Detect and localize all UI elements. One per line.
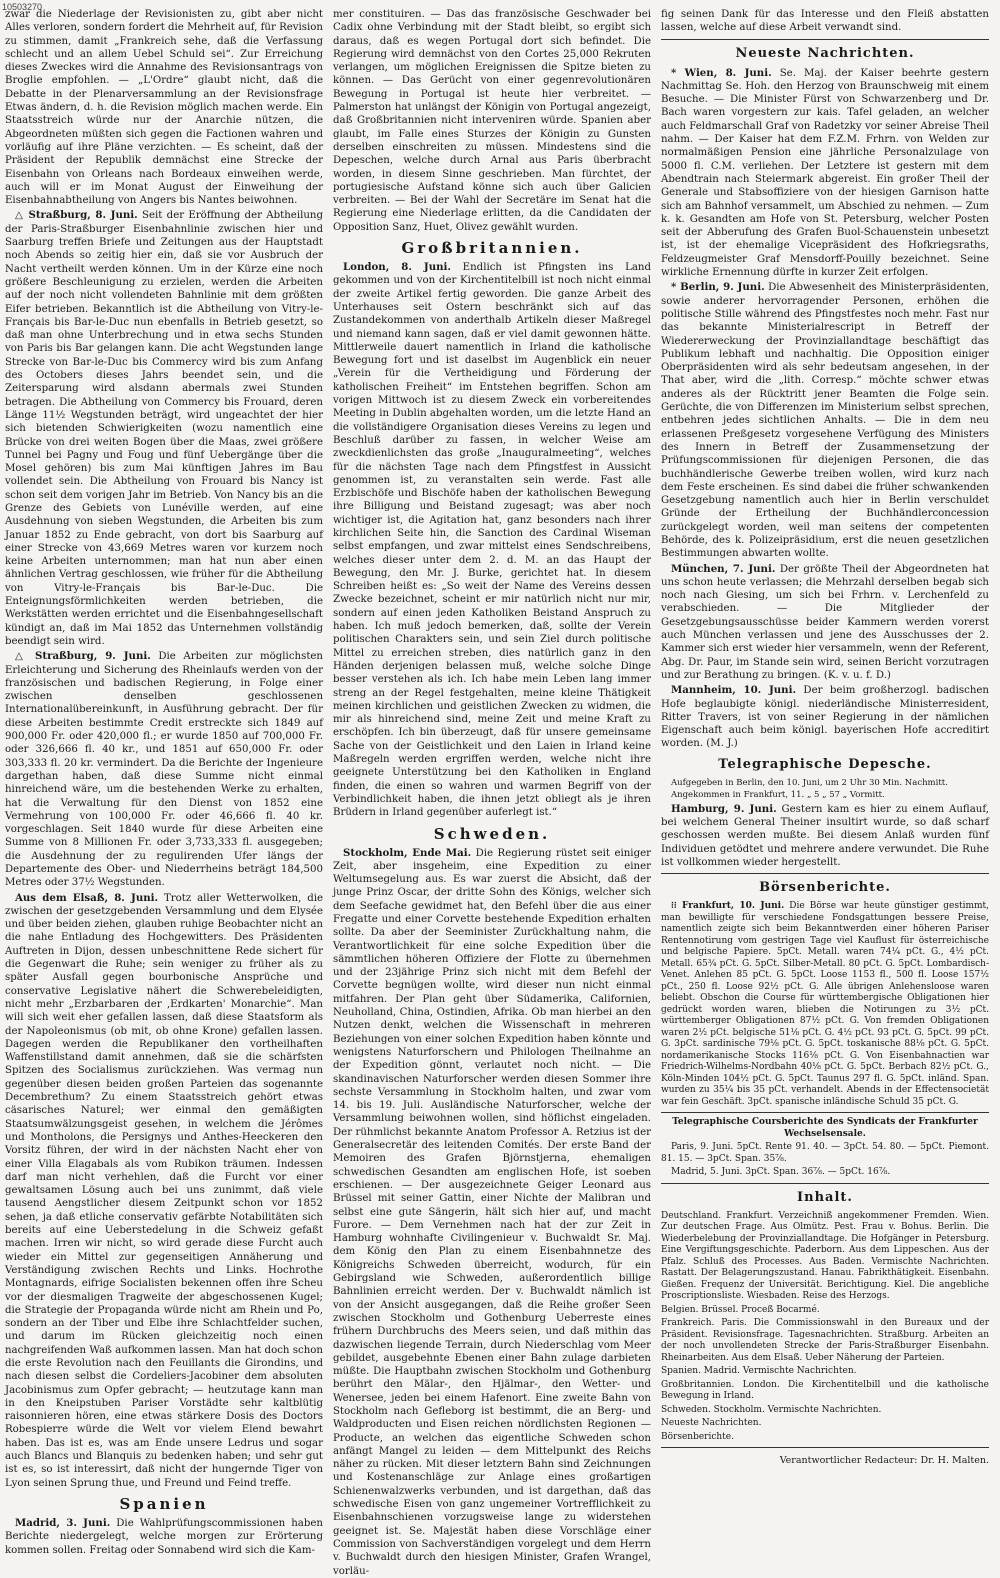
paragraph: [661, 803, 989, 869]
section-heading-spanien: Spanien: [119, 1494, 209, 1513]
section-heading-grossbritannien: Großbritannien.: [401, 239, 583, 258]
paragraph: [661, 684, 989, 750]
paragraph-text: Trotz aller Wetterwolken, die zwischen der gesetzgebenden Versammlung und dem Elysée und über beiden ziehen, glauben ruhige Beobachter nicht an die nahe Entladung des Hochgewitters. Des Präsidenten Auftreten in Dijon, dessen unbeschnittene Rede sichert für die Gegenwart die Ruhe; sein weniger zu früher als zu später Ausfall gegen bourbonische Ansprüche und conservative Legislative nähert die Schwerebeleidigten, nicht mehr „Erzbarbaren der ‚Erdkarten' Monarchie“. Man will sich weit eher gefallen lassen, daß diese Staatsform als der Napoleonismus (ob mit, ob ohne Krone) gefallen lassen. Dagegen werden die Republikaner den vortheilhaften Waffenstillstand damit annehmen, daß sie die schärfsten Spitzen des Socialismus zurückziehen. Was vermag nun gegenüber diesen beiden großen Parteien das sogenannte Decembrethum? Zu einem Staatsstreich gehört etwas cäsarisches Naturel; wer einmal den gemäßigten Staatsumwälzungsgeist gesehen, in welchem die Jérômes und Montholons, die Persignys und Anthes-Heeckeren den Vorsitz führen, der wird in der nächsten Nacht eher von einer Villa Elagabals als vom Rubikon träumen. Indessen darf man nicht verhehlen, daß die Furcht vor einer gewaltsamen Lösung auch bei uns zunimmt, daß viele tausend Aengstlicher diesem Zeitpunkt schon vor 1852 sehen, ja daß etliche conservativ gefärbte Notabilitäten sich bereits auf eine Ueberstedelung in die Schweiz gefaßt machen. Irren wir nicht, so wird gerade diese Furcht auch wieder ein Mittel zur gegenseitigen Annäherung und Verständigung zwischen Rechts und Links. Hochrothe Montagnards, eifrige Socialisten bekennen offen ihre Scheu vor der diesmaligen Tragweite der abgeschossenen Kugel; die Strategie der Propaganda würde nicht am Rhein und Po, sondern an der Tiber und Elbe ihre Schlachtfelder suchen, und darum im Rücken gleichzeitig noch einen nachgreifenden Waß aufkommen lassen. Man hat doch schon die erste Revolution nach den Feuillants die Girondins, und nach diesen selbst die Cordeliers-Jacobiner dem absoluten Jacobinismus zum Opfer gebracht; — heutzutage kann man in den Kneipstuben Pariser Vorstädte sehr kaltblütig raisonnieren hören, eine etwas stärkere Dosis des Doctors Robespierre würde die Welt vor vielem Elend bewahrt haben. Das ist es, was am Ende unsere Ledrus und sogar auch Blancs und Blanquis zu bedenken haben; und sehr gut ist es, so ist interessirt, daß nicht der hungernde Tiger von Lyon seinen Sprung thue, und Freund und Feind treffe.: [5, 892, 324, 1489]
section-heading-nachrichten: Neueste Nachrichten.: [735, 45, 915, 61]
telegram-sent-line: Aufgegeben in Berlin, den 10. Juni, um 2 Uhr 30 Min. Nachmitt.: [671, 777, 948, 788]
paragraph: [333, 847, 651, 1578]
section-heading-inhalt: Inhalt.: [797, 1189, 853, 1205]
paragraph: [661, 563, 989, 683]
paragraph-text: Die Abwesenheit des Ministerpräsidenten, sowie anderer hervorragender Personen, erhöhen die politische Stille während des Pfingstfestes noch mehr. Fast nur das bekannte Ministerialrescript in Betreff der Wiedererweckung der Provinziallandtage beschäftigt das Publikum lebhaft und nachhaltig. Die Opposition einiger Oberpräsidenten wird als sehr bedeutsam angesehen, in der That aber, wird die „lith. Corresp.“ möchte schwer etwas anderes als der Rücktritt jener Beamten die Folge sein. Gerüchte, die von Differenzen im Ministerium selbst sprechen, entbehren jedes sichtlichen Anhalts. — Die in dem neu erlassenen Preßgesetz vorgesehene Verfügung des Ministers des Innern in Betreff der Zusammensetzung der Prüfungscommissionen für diejenigen Personen, die das buchhändlerische Gewerbe treiben wollen, wird kurz nach dem Feste erscheinen. Es sind dabei die früher schwankenden Gesetzgebung namentlich auch hier in Berlin verschuldet Gründe der Ertheilung der Buchhändlerconcession zurückgelegt worden, weil man seitens der competenten Behörde, des k. Polizeipräsidium, erst die neuen gesetzlichen Bestimmungen abwarten wollte.: [661, 282, 989, 560]
paragraph: [5, 892, 323, 1490]
paragraph-text: Die Börse war heute günstiger gestimmt, man bewilligte für verschiedene Fondsgattungen bessere Preise, namentlich zeigte sich beim Bekanntwerden einer höheren Pariser Rentennotirung vom gestrigen Tage viel Kauflust für österreichische und belgische Papiere. 5pCt. Metall. waren 74¼ pCt. G., 4½ pCt. Metall. 65¾ pCt. G. 5pCt. Silber-Metall. 80 pCt. G. 5pCt. Lombardisch-Venet. Anlehen 85 pCt. G. 5pCt. Loose 1153 fl., 500 fl. Loose 157½ pCt., 250 fl. Loose 92½ pCt. G. Alle übrigen Anlehensloose waren beliebt. Obschon die Course für württembergische Obligationen hier gedrückt worden waren, blieben die Notirungen zu 3½ pCt. württemberger Obligationen 87½ pCt. G. Von fremden Obligationen waren 2½ pCt. belgische 51⅛ pCt. G. 4½ pCt. 93 pCt. G. 5pCt. 99 pCt. G. 3pCt. sardinische 79⅛ pCt. G. 5pCt. toskanische 88⅛ pCt. G. 5pCt. nordamerikanische Stocks 116⅛ pCt. G. Von Eisenbahnactien war Friedrich-Wilhelms-Nordbahn 40⅛ pCt. G. 5pCt. Berbach 82½ pCt. G., Köln-Minden 104½ pCt. G. 5pCt. Taunus 297 fl. G. 5pCt. inländ. Span. wurden zu 35¼ bis 35 pCt. verhandelt. Abends in der Effectensocietät war fein Geschäft. 3pCt. spanische inländische Schuld 35 pCt. G.: [661, 901, 989, 1107]
dateline: * Berlin, 9. Juni.: [671, 281, 765, 294]
column-2: [333, 8, 651, 1577]
dateline: △ Straßburg, 8. Juni.: [15, 209, 138, 222]
paragraph: [661, 901, 989, 1108]
dateline: Hamburg, 9. Juni.: [671, 802, 777, 815]
paragraph-text: Der beim großherzogl. badischen Hofe beglaubigte königl. niederländische Ministerresident, Ritter Travers, ist von seiner Regierung in der nämlichen Eigenschaft auch beim königl. bayerischen Hofe accreditirt worden. (M. J.): [661, 685, 989, 750]
paragraph-text: Endlich ist Pfingsten ins Land gekommen und von der Kirchentitelbill ist noch nicht einmal der zweite Artikel fertig geworden. Die ganze Arbeit des Unterhauses seit Ostern beschränkt sich auf das Zustandekommen von anderthalb Artikeln dieser Maßregel und niemand kann sagen, daß er viel damit gewonnen hätte. Mittlerweile dauert namentlich in Irland die katholische Bewegung fort und ist daselbst im Augenblick ein neuer „Verein für die Vertheidigung und Förderung der katholischen Freiheit“ im Entstehen begriffen. Schon am vorigen Mittwoch ist zu diesem Zweck ein vorbereitendes Meeting in Dublin abgehalten worden, um die letzte Hand an die vollständigere Organisation dieses Vereins zu legen und Beschluß darüber zu fassen, in welcher Weise am zweckdienlichsten das große „Inauguralmeeting“, welches für die nächsten Tage nach dem Pfingstfest in Aussicht genommen ist, zu veranstalten sein werde. Fast alle Erzbischöfe und Bischöfe haben der katholischen Bewegung ihre Billigung und Beistand zugesagt; was aber noch wichtiger ist, die Agitation hat, ganz besonders nach ihrer kirchlichen Seite hin, die Sanction des Cardinal Wiseman selbst empfangen, und zwar mittelst eines Sendschreibens, welches dieser unter dem 2. d. M. an das Haupt der Bewegung, den Mr. J. Burke, gerichtet hat. In diesem Schreiben heißt es: „So weit der Name des Vereins dessen Zwecke bezeichnet, scheint er mir natürlich nicht nur mir, sondern auf einen jeden Katholiken Beistand Anspruch zu haben. Ich muß jedoch bemerken, daß, sollte der Verein politischen Charakters sein, und sein Ziel durch politische Mittel zu erreichen streben, dies natürlich ganz in den Händen derjenigen belassen muß, welche solche Dinge besser verstehen als ich. Ich habe mein Leben lang immer streng an der Regel festgehalten, meine kleine Thätigkeit meinen kirchlichen und geistlichen Zwecken zu widmen, die mir als hinreichend sind, meine Zeit und meine Kraft zu erschöpfen. Ich bin überzeugt, daß für unsere gemeinsame Sache von der Geistlichkeit und den Laien in Irland keine Maßregeln werden ergriffen werden, welche nicht ihre geeignete Unterstützung bei den Katholiken in England finden, die einen so wahren und warmen Begriff von der Verbindlichkeit haben, die ihnen jetzt obliegt als je ihren Brüdern in Irland gegenüber auferlegt ist.“: [333, 262, 651, 819]
course-line: Paris, 9. Juni. 5pCt. Rente 91. 40. — 3pCt. 54. 80. — 5pCt. Piemont. 81. 15. — 3pCt. Span. 35⅞.: [661, 1142, 989, 1164]
column-3: [661, 8, 989, 1467]
toc-entry: Börsenberichte.: [661, 1431, 734, 1442]
dateline: London, 8. Juni.: [343, 261, 451, 274]
page-id-label: 10503270: [2, 2, 43, 12]
paragraph: [333, 261, 651, 819]
paragraph-text: Die Arbeiten zur möglichsten Erleichterung und Sicherung des Rheinlaufs werden von der französischen und badischen Regierung, in Folge einer zwischen denselben geschlossenen Internationalübereinkunft, in Ausführung gebracht. Der für diese Arbeiten bestimmte Credit erstreckte sich 1849 auf 900,000 Fr. oder 420,000 fl.; er wurde 1850 auf 700,000 Fr. oder 326,666 fl. 40 kr., und 1851 auf 650,000 Fr. oder 303,333 fl. 20 kr. vermindert. Da die Berichte der Ingenieure dargethan haben, daß diese Summe nicht einmal hinreichend wäre, um die bestehenden Werke zu erhalten, hat die Verwaltung für den Dienst von 1852 eine Vermehrung von 100,000 Fr. oder 46,666 fl. 40 kr. vorgeschlagen. Seit 1840 wurde für diese Arbeiten eine Summe von 8 Millionen Fr. oder 3,733,333 fl. ausgegeben; die Ausdehnung der zu regulirenden Ufer längs der Departemente des Ober- und Niederrheins beträgt 184,500 Metres oder 37½ Wegstunden.: [5, 651, 323, 889]
paragraph-text: Se. Maj. der Kaiser beehrte gestern Nachmittag Se. Hoh. den Herzog von Braunschweig mit einem Besuche. — Die Minister Fürst von Schwarzenberg und Dr. Bach waren vorgestern zur kais. Tafel geladen, an welcher auch Feldmarschall Graf von Radetzky vor seiner Abreise Theil nahm. — Der Kaiser hat dem F.Z.M. Frhrn. von Welden zur normalmäßigen Pension eine jährliche Personalzulage von 5000 fl. C.M. verliehen. Der Letztere ist gestern mit dem Abendtrain nach Steiermark abgereist. Ein großer Theil der Generale und Stabsoffiziere von der hiesigen Garnison hatte sich am Bahnhof versammelt, um Abschied zu nehmen. — Zum k. k. Gesandten am Hofe von St. Petersburg, welcher Posten seit der Abberufung des Grafen Buol-Schauenstein unbesetzt ist, ist der ehemalige Vicepräsident des Hofkriegsraths, Feldzeugmeister Graf Mensdorff-Pouilly bezeichnet. Seine wirkliche Ernennung dürfte in kurzer Zeit erfolgen.: [661, 67, 989, 279]
paragraph: [661, 67, 989, 280]
course-line: Madrid, 5. Juni. 3pCt. Span. 36⅞. — 5pCt. 16⅞.: [671, 1167, 891, 1178]
paragraph-text: Die Regierung rüstet seit einiger Zeit, aber insgeheim, eine Expedition zu einer Weltumsegelung aus. Es war zuerst die Absicht, daß der junge Prinz Oscar, der dritte Sohn des Königs, welcher sich dem Seefache gewidmet hat, den Befehl über die aus einer Fregatte und einer Corvette bestehende Expedition erhalten sollte. Da aber der Seeminister Zurückhaltung nahm, die Verantwortlichkeit für eine solche Expedition über die sämmtlichen höheren Offiziere der Flotte zu übernehmen und der 23jährige Prinz sich nicht mit dem Befehl der Corvette begnügen wollte, wird dieser nun nicht einmal mitfahren. Der Plan geht über Südamerika, Californien, Neuholland, China, Ostindien, Afrika. Ob man hierbei an den Nutzen denkt, welchen die Wissenschaft in mehreren Beziehungen von einer solchen Expedition haben könnte und wenigstens Naturforschern und Philologen Theilnahme an der Expedition gönnt, verlautet noch nicht. — Die skandinavischen Naturforscher werden diesen Sommer ihre sechste Versammlung in Stockholm halten, und zwar vom 14. bis 19. Juli. Ausländische Naturforscher, welche der Versammlung beiwohnen wollen, sind höflichst eingeladen. Der rühmlichst bekannte Anatom Professor A. Retzius ist der Generalsecretär des leitenden Comités. Der erste Band der Memoiren des Grafen Björnstjerna, ehemaligen schwedischen Gesandten am englischen Hofe, ist soeben erschienen. — Der ausgezeichnete Geiger Leonard aus Brüssel mit seiner Gattin, einer Nichte der Malibran und selbst eine gute Sängerin, hält sich hier auf, und macht Furore. — Dem Vernehmen nach hat der zur Zeit in Hamburg wohnhafte Civilingenieur v. Buchwaldt Sr. Maj. dem König den Plan zu einem Eisenbahnnetze des Königreichs Schweden überreicht, wodurch, für ein Gebirgsland wie Schweden, außerordentlich billige Bahnlinien erreicht werden. Der v. Buchwaldt nämlich ist von der Ansicht ausgegangen, daß die Reihe großer Seen zwischen Stockholm und Gothenburg Ueberreste eines frühern Durchbruchs des Meers seien, und daß mithin das dazwischen liegende Terrain, durch Niederschlag vom Meer gebildet, ausgebehnte Ebenen einer Bahn zulage darbieten müßte. Die Hauptbahn zwischen Stockholm und Gothenburg berührt den Mälar-, den Hjälmar-, den Wetter- und Wenersee, jeden bei einem Hafenort. Eine zweite Bahn von Stockholm nach Gefleborg ist bestimmt, die an Berg- und Waldproducten und Eisen reichen nördlichsten Regionen — Producte, an welchen das eigentliche Schweden schon anfängt Mangel zu leiden — dem Mittelpunkt des Reichs näher zu rücken. Mit dieser letztern Bahn sind Zeichnungen und Kostenanschläge zur Anlage eines großartigen Schienenwalzwerks verbunden, und ist dargethan, daß das schwedische Eisen von ganz ungemeiner Vortrefflichkeit zu Eisenbahnschienen vorzugsweise lange zu widerstehen geeignet ist. Se. Majestät haben diese Vorschläge einer Commission von Sachverständigen vorgelegt und dem Herrn v. Buchwaldt durch den hiesigen Minister, Grafen Wrangel, vorläu-: [333, 847, 651, 1577]
table-of-contents: [661, 1211, 989, 1444]
section-heading-telegraphische-depesche: Telegraphische Depesche.: [718, 756, 932, 772]
divider: [661, 39, 989, 40]
paragraph: [661, 281, 989, 560]
column-1: [5, 8, 324, 1556]
paragraph: mer constituiren. — Das das französische Geschwader bei Cadix ohne Verbindung mit der Stadt bleibt, so ergibt sich daraus, daß es wegen Portugal dort sich befindet. Die Regierung wird demnächst von den Cortes 25,000 Rekruten verlangen, um möglichen Ereignissen die Spitze bieten zu können. — Das Gerücht von einer gegenrevolutionären Bewegung in Portugal ist heute hier verbreitet. — Palmerston hat unlängst der Königin von Portugal angezeigt, daß Großbritannien nicht interveniren würde. Spanien aber glaubt, im Falle eines Sturzes der Königin zu Gunsten derselben einschreiten zu müssen. Mindestens sind die Depeschen, welche durch Arnal aus Paris überbracht worden, in diesem Sinne geschrieben. Man fürchtet, der portugiesische Aufstand könne sich auch über Galicien verbreiten. — Bei der Wahl der Secretäre im Senat hat die Regierung eine Niederlage erlitten, da die Candidaten der Opposition Sanz, Huet, Olivez gewählt wurden.: [333, 9, 651, 233]
paragraph-text: Seit der Eröffnung der Abtheilung der Paris-Straßburger Eisenbahnlinie zwischen hier und Saarburg treffen Briefe und Zeitungen aus der Hauptstadt noch Abends so zeitig hier ein, daß sie vor Ausbruch der Nacht vertheilt werden können. Um in der Kürze eine noch größere Beschleunigung zu erzielen, werden die Arbeiten auf der noch nicht vollendeten Bahnlinie mit dem größten Eifer betrieben. Bekanntlich ist die Abtheilung von Vitry-le-Français bis Bar-le-Duc nun ebenfalls in Betrieb gesetzt, so daß man ohne Unterbrechung und in etwa sechs Stunden von Paris bis Bar gelangen kann. Die acht Wegstunden lange Strecke von Bar-le-Duc bis Commercy wird bis zum Anfang des Octobers dieses Jahrs beendet sein, und die Zeitersparung wird alsdann abermals zwei Stunden betragen. Die Abtheilung von Commercy bis Frouard, deren Länge 11½ Wegstunden beträgt, wird ungeachtet der hier sich bietenden Schwierigkeiten (wozu namentlich eine Brücke von drei weiten Bogen über die Maas, zwei größere Tunnel bei Pagny und Foug und fünf Uebergänge über die Mosel gehören) bis zum Mai künftigen Jahres im Bau vollendet sein. Die Abtheilung von Frouard bis Nancy ist schon seit dem vorigen Jahr im Betrieb. Von Nancy bis an die Grenze des Gebiets von Lunéville werden, auf eine Ausdehnung von sieben Wegstunden, die Arbeiten bis zum Januar 1852 zu Ende gebracht, von dort bis Saarburg auf einer Strecke von 43,669 Metres waren vor kurzem noch keine Arbeiten unternommen; man hat nun aber einen ähnlichen Vertrag geschlossen, wie früher für die Abtheilung von Vitry-le-Français bis Bar-le-Duc. Die Enteignungsförmlichkeiten werden betrieben, die Werkstätten werden errichtet und die Eisenbahngesellschaft kündigt an, daß im Mai 1852 das Unternehmen vollständig beendigt sein wird.: [5, 210, 323, 647]
dateline: * Wien, 8. Juni.: [671, 66, 772, 79]
dateline: Madrid, 3. Juni.: [15, 1516, 111, 1529]
divider: [661, 1447, 989, 1448]
section-heading-schweden: Schweden.: [433, 824, 551, 843]
dateline: München, 7. Juni.: [671, 562, 776, 575]
toc-entry: Frankreich. Paris. Die Commissionswahl in den Bureaux und der Präsident. Revisionsfrage. Tagesnachrichten. Straßburg. Arbeiten an der noch unvollendeten Strecke der Paris-Straßburger Eisenbahn. Rheinarbeiten. Aus dem Elsaß. Ueber Näherung der Parteien.: [661, 1318, 989, 1363]
section-heading-boersenberichte: Börsenberichte.: [759, 880, 891, 896]
divider: [661, 1183, 989, 1184]
dateline: Mannheim, 10. Juni.: [671, 684, 796, 697]
toc-entry: Neueste Nachrichten.: [661, 1418, 762, 1429]
toc-entry: Schweden. Stockholm. Vermischte Nachrichten.: [661, 1404, 882, 1415]
dateline: △ Straßburg, 9. Juni.: [15, 650, 151, 663]
paragraph: zwar die Niederlage der Revisionisten zu, gibt aber nicht Alles verloren, sondern fordert die Mehrheit auf, für Revision zu stimmen, damit „Frankreich sehe, daß die Verfassung schlecht und an allem Uebel Schuld sei“. Zur Erreichung dieses Zweckes wird die Annahme des Revisionsantrags von Broglie empfohlen. — „L'Ordre“ glaubt nicht, daß die Debatte in der Plenarversammlung an der Revisionsfrage Etwas ändern, d. h. die Revision möglich machen werde. Ein Staatsstreich würde nur der Anarchie nützen, die Abgeordneten müßten sich gegen die Factionen wahren und vorläufig auf ihre Pläne verzichten. — Es scheint, daß der Präsident der Republik demnächst eine Strecke der Eisenbahn von Orleans nach Bordeaux einweihen werde, auch will er im Monat August der Einweihung der Eisenbahnabtheilung von Angers bis Nantes beiwohnen.: [5, 9, 323, 207]
dateline: Aus dem Elsaß, 8. Juni.: [15, 891, 159, 904]
paragraph: fig seinen Dank für das Interesse und den Fleiß abstatten lassen, welche auf diese Arbeit verwandt sind.: [661, 9, 989, 34]
paragraph-text: Die Wahlprüfungscommissionen haben Berichte niedergelegt, welche morgen zur Erörterung kommen sollen. Freitag oder Sonnabend wird sich die Kam-: [5, 1517, 323, 1556]
divider: [661, 873, 989, 874]
divider: [661, 1112, 989, 1113]
paragraph: [5, 650, 323, 889]
paragraph: [5, 1517, 323, 1557]
paragraph-text: Der größte Theil der Abgeordneten hat uns schon heute verlassen; die Mehrzahl derselben begab sich noch nach Giesing, um sich bei Frhrn. v. Lerchenfeld zu verabschieden. — Die Mitglieder der Gesetzgebungsausschüsse beider Kammern werden vorerst auch München verlassen und jene des Ausschusses der 2. Kammer sich erst wieder hier versammeln, wenn der Referent, Abg. Dr. Paur, im Stande sein wird, seinen Bericht vorzutragen und zur Berathung zu bringen. (K. v. u. f. D.): [661, 563, 989, 681]
toc-entry: Deutschland. Frankfurt. Verzeichniß angekommener Fremden. Wien. Zur deutschen Frage. Aus Olmütz. Pest. Frau v. Bohus. Berlin. Die Wiederbelebung der Provinziallandtage. Die Hofgänger in Petersburg. Eine Vergiftungsgeschichte. Paderborn. Aus dem Lippeschen. Aus der Pfalz. Schluß des Processes. Aus Baden. Vermischte Nachrichten. Rastatt. Der Belagerungszustand. Hanau. Fabrikthätigkeit. Eisenbahn. Gießen. Frequenz der Universität. Berichtigung. Kiel. Die angebliche Proscriptionsliste. Wiesbaden. Reise des Herzogs.: [661, 1210, 989, 1302]
editor-credit: Verantwortlicher Redacteur: Dr. H. Malten.: [779, 1455, 989, 1467]
toc-entry: Großbritannien. London. Die Kirchentitelbill und die katholische Bewegung in Irland.: [661, 1379, 989, 1402]
toc-entry: Belgien. Brüssel. Proceß Bocarmé.: [661, 1304, 820, 1315]
dateline: ⁝⁝ Frankfurt, 10. Juni.: [671, 901, 785, 912]
paragraph-text: Gestern kam es hier zu einem Auflauf, bei welchem General Theiner insultirt wurde, so daß scharf geschossen werden mußte. Bei diesem Anlaß wurden fünf Individuen getödtet und mehrere andere verwundet. Die Ruhe ist vollkommen wieder hergestellt.: [661, 803, 989, 868]
dateline: Stockholm, Ende Mai.: [343, 846, 472, 859]
telegram-arrived-line: Angekommen in Frankfurt, 11. „ 5 „ 57 „ Vormitt.: [671, 790, 885, 801]
toc-entry: Spanien. Madrid. Vermischte Nachrichten.: [661, 1366, 857, 1377]
paragraph: [5, 209, 323, 648]
course-heading: Telegraphische Coursberichte des Syndicats der Frankfurter Wechselsensale.: [672, 1117, 978, 1139]
